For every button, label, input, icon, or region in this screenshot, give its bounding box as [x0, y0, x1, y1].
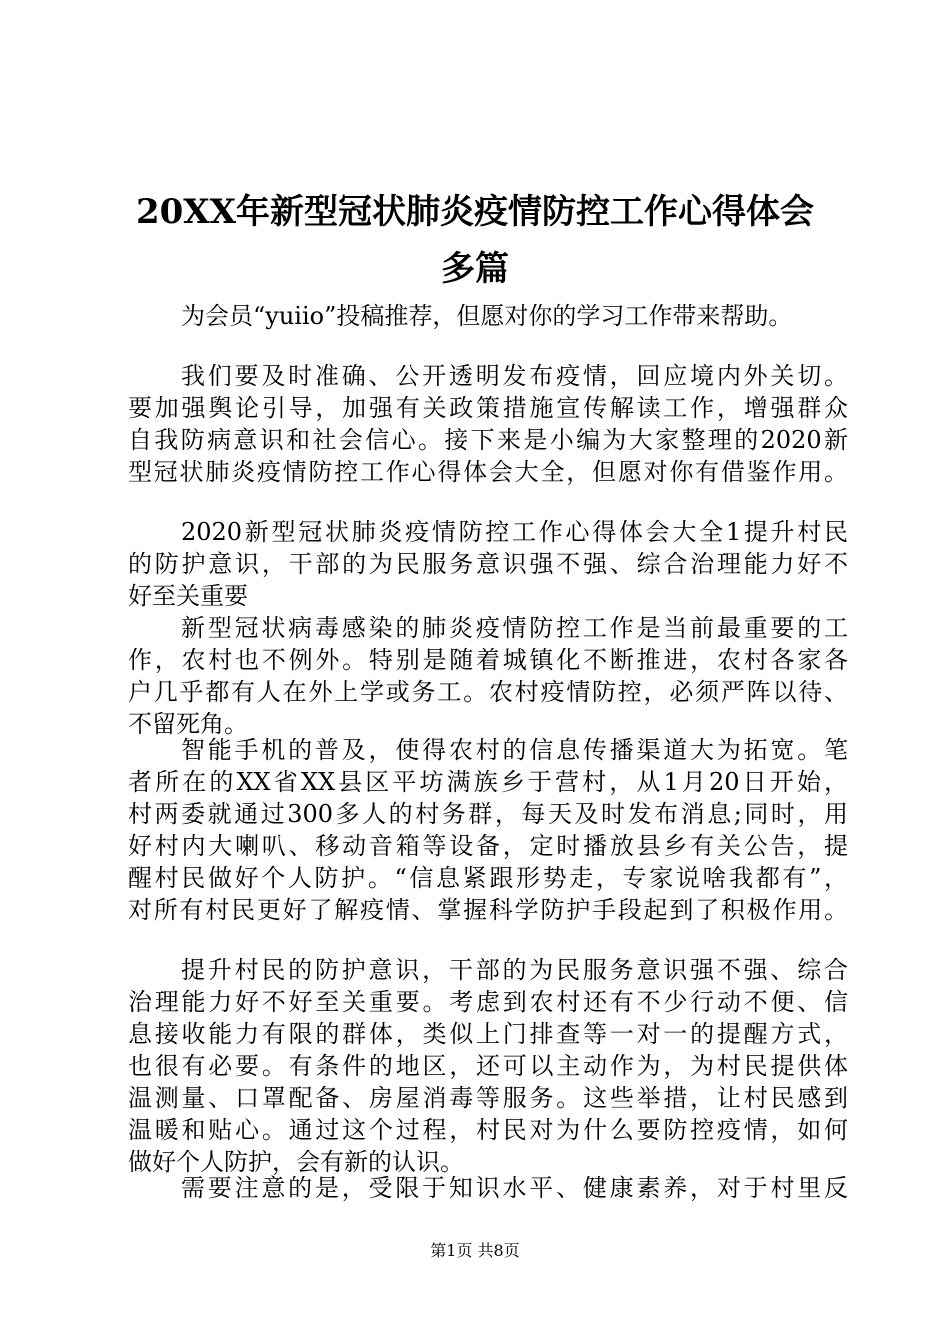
- paragraph-line: 新型冠状病毒感染的肺炎疫情防控工作是当前最重要的工: [181, 614, 848, 642]
- paragraph-line: 息接收能力有限的群体，类似上门排查等一对一的提醒方式，: [128, 1020, 848, 1048]
- paragraph-line: 自我防病意识和社会信心。接下来是小编为大家整理的2020新: [128, 426, 848, 454]
- section-heading-line: 好至关重要: [128, 582, 248, 610]
- paragraph-line: 好村内大喇叭、移动音箱等设备，定时播放县乡有关公告，提: [128, 832, 848, 860]
- paragraph-line: 智能手机的普及，使得农村的信息传播渠道大为拓宽。笔: [181, 736, 848, 764]
- document-title-line-1: 20XX年新型冠状肺炎疫情防控工作心得体会: [135, 192, 815, 232]
- document-title-line-2: 多篇: [441, 249, 509, 289]
- page-footer: 第1页 共8页: [430, 1241, 520, 1260]
- paragraph-line: 作，农村也不例外。特别是随着城镇化不断推进，农村各家各: [128, 646, 848, 674]
- paragraph-line: 温测量、口罩配备、房屋消毒等服务。这些举措，让村民感到: [128, 1084, 848, 1112]
- paragraph-line: 对所有村民更好了解疫情、掌握科学防护手段起到了积极作用。: [128, 896, 848, 924]
- paragraph-line: 型冠状肺炎疫情防控工作心得体会大全，但愿对你有借鉴作用。: [128, 458, 848, 486]
- section-heading-line: 的防护意识，干部的为民服务意识强不强、综合治理能力好不: [128, 550, 848, 578]
- paragraph-line: 不留死角。: [128, 710, 248, 738]
- paragraph-line: 治理能力好不好至关重要。考虑到农村还有不少行动不便、信: [128, 988, 848, 1016]
- paragraph-line: 提升村民的防护意识，干部的为民服务意识强不强、综合: [181, 956, 848, 984]
- paragraph-line: 村两委就通过300多人的村务群，每天及时发布消息;同时，用: [128, 800, 848, 828]
- paragraph-line: 需要注意的是，受限于知识水平、健康素养，对于村里反: [181, 1174, 848, 1202]
- paragraph-line: 户几乎都有人在外上学或务工。农村疫情防控，必须严阵以待、: [128, 678, 848, 706]
- paragraph-line: 要加强舆论引导，加强有关政策措施宣传解读工作，增强群众: [128, 394, 848, 422]
- section-heading-line: 2020新型冠状肺炎疫情防控工作心得体会大全1提升村民: [181, 518, 848, 546]
- paragraph-line: 醒村民做好个人防护。“信息紧跟形势走，专家说啥我都有”，: [128, 864, 848, 892]
- paragraph-line: 者所在的XX省XX县区平坊满族乡于营村，从1月20日开始，: [128, 768, 848, 796]
- paragraph-line: 温暖和贴心。通过这个过程，村民对为什么要防控疫情，如何: [128, 1116, 848, 1144]
- intro-line: 为会员“yuiio”投稿推荐，但愿对你的学习工作带来帮助。: [181, 302, 793, 330]
- paragraph-line: 我们要及时准确、公开透明发布疫情，回应境内外关切。: [181, 362, 848, 390]
- paragraph-line: 也很有必要。有条件的地区，还可以主动作为，为村民提供体: [128, 1052, 848, 1080]
- paragraph-line: 做好个人防护，会有新的认识。: [128, 1148, 464, 1176]
